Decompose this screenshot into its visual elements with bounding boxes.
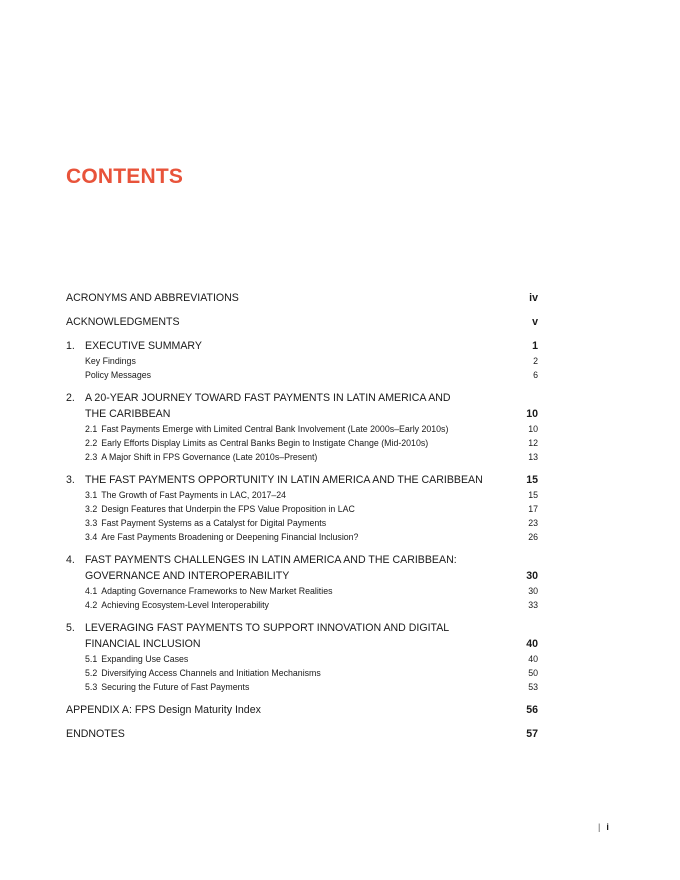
toc-entry-title: ACKNOWLEDGMENTS (66, 316, 180, 328)
subentry-title: Are Fast Payments Broadening or Deepening Financial Inclusion? (101, 532, 359, 542)
toc-chapter-3[interactable] (66, 474, 538, 486)
subentry-page: 15 (528, 490, 538, 500)
toc-entry-acronyms[interactable] (66, 292, 538, 304)
subentry-page: 23 (528, 518, 538, 528)
toc-chapter-2[interactable] (66, 392, 538, 404)
toc-chapter-5[interactable] (66, 622, 538, 634)
toc-entry-title: ACRONYMS AND ABBREVIATIONS (66, 292, 239, 304)
chapter-title: EXECUTIVE SUMMARY (85, 340, 202, 352)
chapter-page: 10 (526, 408, 538, 420)
subentry-title: Achieving Ecosystem-Level Interoperability (101, 600, 269, 610)
toc-subentry[interactable] (85, 586, 538, 596)
toc-entry-title: ENDNOTES (66, 728, 125, 740)
subentry-title: Diversifying Access Channels and Initiation Mechanisms (101, 668, 321, 678)
toc-chapter-1[interactable] (66, 340, 538, 352)
toc-entry-acknowledgments[interactable] (66, 316, 538, 328)
toc-subentry[interactable] (85, 356, 538, 366)
subentry-title: Early Efforts Display Limits as Central Banks Begin to Instigate Change (Mid-2010s) (101, 438, 429, 448)
subentry-page: 6 (533, 370, 538, 380)
subentry-number: 5.3 (85, 682, 98, 692)
toc-subentry[interactable] (85, 682, 538, 692)
chapter-title-line2: THE CARIBBEAN (85, 408, 171, 420)
chapter-title-line1: FAST PAYMENTS CHALLENGES IN LATIN AMERICA AND THE CARIBBEAN: (85, 554, 457, 566)
page-footer (598, 822, 609, 832)
subentry-number: 5.1 (85, 654, 98, 664)
subentry-page: 33 (528, 600, 538, 610)
chapter-page: 40 (526, 638, 538, 650)
chapter-page: 1 (532, 340, 538, 352)
subentry-page: 26 (528, 532, 538, 542)
footer-separator: | (598, 822, 601, 832)
page-number: i (606, 822, 609, 832)
chapter-number: 2. (66, 392, 75, 404)
toc-entry-page: iv (529, 292, 538, 304)
chapter-number: 4. (66, 554, 75, 566)
subentry-number: 2.2 (85, 438, 98, 448)
subentry-number: 3.4 (85, 532, 98, 542)
toc-chapter-4[interactable] (66, 554, 538, 566)
subentry-title: The Growth of Fast Payments in LAC, 2017–24 (101, 490, 287, 500)
subentry-title: Adapting Governance Frameworks to New Market Realities (101, 586, 333, 596)
page-title: CONTENTS (66, 165, 184, 188)
subentry-page: 2 (533, 356, 538, 366)
chapter-title: THE FAST PAYMENTS OPPORTUNITY IN LATIN AMERICA AND THE CARIBBEAN (85, 474, 483, 486)
subentry-title: Key Findings (85, 356, 136, 366)
subentry-page: 53 (528, 682, 538, 692)
subentry-title: Policy Messages (85, 370, 152, 380)
chapter-title-line1: LEVERAGING FAST PAYMENTS TO SUPPORT INNOVATION AND DIGITAL (85, 622, 450, 634)
chapter-title-line1: A 20-YEAR JOURNEY TOWARD FAST PAYMENTS IN LATIN AMERICA AND (85, 392, 451, 404)
toc-subentry[interactable] (85, 452, 538, 462)
toc-subentry[interactable] (85, 438, 538, 448)
subentry-number: 3.2 (85, 504, 98, 514)
toc-entry-endnotes[interactable] (66, 728, 538, 740)
subentry-number: 3.1 (85, 490, 98, 500)
table-of-contents (66, 292, 538, 752)
subentry-number: 4.2 (85, 600, 98, 610)
toc-subentry[interactable] (85, 668, 538, 678)
subentry-page: 12 (528, 438, 538, 448)
subentry-page: 30 (528, 586, 538, 596)
chapter-page: 30 (526, 570, 538, 582)
toc-entry-appendix[interactable] (66, 704, 538, 716)
toc-chapter-4-cont[interactable] (66, 570, 538, 582)
subentry-number: 2.1 (85, 424, 98, 434)
toc-subentry[interactable] (85, 490, 538, 500)
subentry-page: 10 (528, 424, 538, 434)
toc-subentry[interactable] (85, 518, 538, 528)
subentry-page: 17 (528, 504, 538, 514)
subentry-number: 5.2 (85, 668, 98, 678)
toc-subentry[interactable] (85, 424, 538, 434)
chapter-page: 15 (526, 474, 538, 486)
subentry-number: 2.3 (85, 452, 98, 462)
subentry-number: 4.1 (85, 586, 98, 596)
subentry-title: Fast Payments Emerge with Limited Central Bank Involvement (Late 2000s–Early 2010s) (101, 424, 449, 434)
chapter-number: 1. (66, 340, 75, 352)
subentry-title: Fast Payment Systems as a Catalyst for Digital Payments (101, 518, 327, 528)
subentry-title: A Major Shift in FPS Governance (Late 2010s–Present) (101, 452, 318, 462)
toc-chapter-5-cont[interactable] (66, 638, 538, 650)
subentry-title: Securing the Future of Fast Payments (101, 682, 250, 692)
toc-subentry[interactable] (85, 532, 538, 542)
subentry-page: 13 (528, 452, 538, 462)
subentry-page: 50 (528, 668, 538, 678)
toc-subentry[interactable] (85, 370, 538, 380)
subentry-page: 40 (528, 654, 538, 664)
chapter-number: 5. (66, 622, 75, 634)
toc-subentry[interactable] (85, 504, 538, 514)
toc-entry-title: APPENDIX A: FPS Design Maturity Index (66, 704, 261, 716)
toc-entry-page: 57 (526, 728, 538, 740)
toc-chapter-2-cont[interactable] (66, 408, 538, 420)
toc-subentry[interactable] (85, 600, 538, 610)
toc-entry-page: v (532, 316, 538, 328)
subentry-title: Expanding Use Cases (101, 654, 189, 664)
subentry-title: Design Features that Underpin the FPS Value Proposition in LAC (101, 504, 355, 514)
chapter-title-line2: FINANCIAL INCLUSION (85, 638, 201, 650)
toc-entry-page: 56 (526, 704, 538, 716)
subentry-number: 3.3 (85, 518, 98, 528)
chapter-title-line2: GOVERNANCE AND INTEROPERABILITY (85, 570, 290, 582)
toc-subentry[interactable] (85, 654, 538, 664)
chapter-number: 3. (66, 474, 75, 486)
